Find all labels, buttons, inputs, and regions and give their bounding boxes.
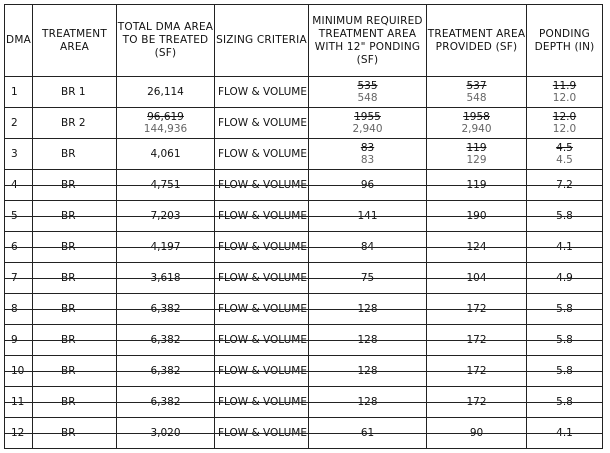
minimum-required-cell bbox=[309, 263, 427, 294]
total-area-cell bbox=[117, 325, 215, 356]
treatment-area-cell: BR bbox=[33, 201, 117, 232]
ponding-depth-cell bbox=[527, 387, 603, 418]
sizing-criteria-cell: FLOW & VOLUME bbox=[215, 418, 309, 449]
total-revised-value: 144,936 bbox=[143, 123, 188, 135]
area-provided-cell bbox=[427, 387, 527, 418]
treatment-area-cell: BR bbox=[33, 356, 117, 387]
ponding-depth-cell bbox=[527, 356, 603, 387]
header-area-provided: TREATMENT AREA PROVIDED (SF) bbox=[427, 5, 527, 77]
min-original-value: 128 bbox=[357, 396, 378, 408]
treatment-area-cell: BR bbox=[33, 232, 117, 263]
treatment-table bbox=[4, 4, 603, 449]
ponding-depth-cell bbox=[527, 201, 603, 232]
area-provided-cell bbox=[427, 232, 527, 263]
ponding-depth-cell bbox=[527, 170, 603, 201]
area-provided-cell bbox=[427, 77, 527, 108]
total-original-value: 6,382 bbox=[150, 334, 181, 346]
header-ponding-depth: PONDING DEPTH (IN) bbox=[527, 5, 603, 77]
min-original-value: 128 bbox=[357, 303, 378, 315]
minimum-required-cell bbox=[309, 387, 427, 418]
total-original-value: 26,114 bbox=[147, 86, 184, 98]
dma-cell: 8 bbox=[5, 294, 33, 325]
min-original-value: 75 bbox=[360, 272, 375, 284]
dma-cell: 11 bbox=[5, 387, 33, 418]
sizing-criteria-cell: FLOW & VOLUME bbox=[215, 201, 309, 232]
total-area-cell bbox=[117, 139, 215, 170]
depth-original-value: 12.0 bbox=[552, 111, 577, 123]
total-original-value: 6,382 bbox=[150, 365, 181, 377]
minimum-required-cell bbox=[309, 170, 427, 201]
ponding-depth-cell bbox=[527, 418, 603, 449]
dma-cell: 2 bbox=[5, 108, 33, 139]
table-body bbox=[5, 77, 603, 449]
provided-original-value: 1958 bbox=[463, 111, 490, 123]
header-treatment-area: TREATMENT AREA bbox=[33, 5, 117, 77]
sizing-criteria-cell: FLOW & VOLUME bbox=[215, 139, 309, 170]
area-provided-cell bbox=[427, 263, 527, 294]
treatment-area-cell: BR bbox=[33, 325, 117, 356]
sizing-criteria-cell: FLOW & VOLUME bbox=[215, 77, 309, 108]
table-row bbox=[5, 387, 603, 418]
depth-revised-value: 12.0 bbox=[552, 123, 577, 135]
sizing-criteria-cell: FLOW & VOLUME bbox=[215, 263, 309, 294]
minimum-required-cell bbox=[309, 108, 427, 139]
area-provided-cell bbox=[427, 325, 527, 356]
total-original-value: 6,382 bbox=[150, 303, 181, 315]
sizing-criteria-cell: FLOW & VOLUME bbox=[215, 170, 309, 201]
depth-original-value: 4.5 bbox=[556, 142, 573, 154]
total-original-value: 96,619 bbox=[147, 111, 184, 123]
ponding-depth-cell bbox=[527, 139, 603, 170]
total-area-cell bbox=[117, 387, 215, 418]
min-original-value: 84 bbox=[360, 241, 375, 253]
ponding-depth-cell bbox=[527, 232, 603, 263]
depth-original-value: 5.8 bbox=[556, 365, 573, 377]
dma-cell: 9 bbox=[5, 325, 33, 356]
treatment-area-cell: BR 2 bbox=[33, 108, 117, 139]
table-row bbox=[5, 201, 603, 232]
treatment-area-cell: BR bbox=[33, 418, 117, 449]
dma-cell: 7 bbox=[5, 263, 33, 294]
depth-original-value: 5.8 bbox=[556, 210, 573, 222]
dma-cell: 3 bbox=[5, 139, 33, 170]
sizing-criteria-cell: FLOW & VOLUME bbox=[215, 387, 309, 418]
total-original-value: 6,382 bbox=[150, 396, 181, 408]
min-original-value: 96 bbox=[360, 179, 375, 191]
provided-original-value: 119 bbox=[466, 142, 487, 154]
ponding-depth-cell bbox=[527, 77, 603, 108]
total-area-cell bbox=[117, 232, 215, 263]
treatment-area-cell: BR bbox=[33, 387, 117, 418]
total-original-value: 4,061 bbox=[150, 148, 181, 160]
table-row bbox=[5, 418, 603, 449]
total-original-value: 3,618 bbox=[150, 272, 181, 284]
table-row bbox=[5, 108, 603, 139]
provided-original-value: 190 bbox=[466, 210, 487, 222]
total-area-cell bbox=[117, 294, 215, 325]
minimum-required-cell bbox=[309, 294, 427, 325]
depth-original-value: 5.8 bbox=[556, 334, 573, 346]
min-original-value: 61 bbox=[360, 427, 375, 439]
provided-original-value: 172 bbox=[466, 303, 487, 315]
dma-cell: 5 bbox=[5, 201, 33, 232]
sizing-criteria-cell: FLOW & VOLUME bbox=[215, 108, 309, 139]
provided-revised-value: 129 bbox=[466, 154, 487, 166]
sizing-criteria-cell: FLOW & VOLUME bbox=[215, 356, 309, 387]
depth-revised-value: 4.5 bbox=[556, 154, 573, 166]
dma-cell: 4 bbox=[5, 170, 33, 201]
min-original-value: 141 bbox=[357, 210, 378, 222]
depth-original-value: 4.1 bbox=[556, 241, 573, 253]
min-original-value: 1955 bbox=[354, 111, 381, 123]
table-row bbox=[5, 263, 603, 294]
header-row bbox=[5, 5, 603, 77]
treatment-area-cell: BR 1 bbox=[33, 77, 117, 108]
minimum-required-cell bbox=[309, 201, 427, 232]
depth-original-value: 5.8 bbox=[556, 303, 573, 315]
header-dma: DMA bbox=[5, 5, 33, 77]
total-area-cell bbox=[117, 356, 215, 387]
total-area-cell bbox=[117, 108, 215, 139]
provided-original-value: 537 bbox=[466, 80, 487, 92]
area-provided-cell bbox=[427, 294, 527, 325]
sizing-criteria-cell: FLOW & VOLUME bbox=[215, 294, 309, 325]
total-area-cell bbox=[117, 201, 215, 232]
area-provided-cell bbox=[427, 170, 527, 201]
min-original-value: 83 bbox=[360, 142, 375, 154]
table-row bbox=[5, 139, 603, 170]
minimum-required-cell bbox=[309, 356, 427, 387]
table-row bbox=[5, 170, 603, 201]
header-total-dma-area: TOTAL DMA AREA TO BE TREATED (SF) bbox=[117, 5, 215, 77]
provided-original-value: 104 bbox=[466, 272, 487, 284]
min-revised-value: 83 bbox=[360, 154, 375, 166]
area-provided-cell bbox=[427, 356, 527, 387]
header-minimum-required: MINIMUM REQUIRED TREATMENT AREA WITH 12" PONDING (SF) bbox=[309, 5, 427, 77]
total-original-value: 4,751 bbox=[150, 179, 181, 191]
depth-original-value: 4.1 bbox=[556, 427, 573, 439]
area-provided-cell bbox=[427, 201, 527, 232]
treatment-area-cell: BR bbox=[33, 263, 117, 294]
total-area-cell bbox=[117, 170, 215, 201]
minimum-required-cell bbox=[309, 325, 427, 356]
ponding-depth-cell bbox=[527, 263, 603, 294]
table-row bbox=[5, 77, 603, 108]
depth-original-value: 7.2 bbox=[556, 179, 573, 191]
depth-original-value: 11.9 bbox=[552, 80, 577, 92]
treatment-area-cell: BR bbox=[33, 139, 117, 170]
area-provided-cell bbox=[427, 139, 527, 170]
min-revised-value: 548 bbox=[357, 92, 378, 104]
min-original-value: 128 bbox=[357, 365, 378, 377]
header-sizing-criteria: SIZING CRITERIA bbox=[215, 5, 309, 77]
minimum-required-cell bbox=[309, 139, 427, 170]
provided-revised-value: 548 bbox=[466, 92, 487, 104]
provided-original-value: 172 bbox=[466, 396, 487, 408]
table-row bbox=[5, 325, 603, 356]
min-original-value: 535 bbox=[357, 80, 378, 92]
total-original-value: 3,020 bbox=[150, 427, 181, 439]
depth-original-value: 5.8 bbox=[556, 396, 573, 408]
treatment-area-cell: BR bbox=[33, 170, 117, 201]
dma-cell: 10 bbox=[5, 356, 33, 387]
treatment-area-cell: BR bbox=[33, 294, 117, 325]
ponding-depth-cell bbox=[527, 108, 603, 139]
provided-original-value: 124 bbox=[466, 241, 487, 253]
area-provided-cell bbox=[427, 108, 527, 139]
dma-cell: 6 bbox=[5, 232, 33, 263]
table-row bbox=[5, 356, 603, 387]
area-provided-cell bbox=[427, 418, 527, 449]
provided-original-value: 172 bbox=[466, 334, 487, 346]
table-row bbox=[5, 294, 603, 325]
minimum-required-cell bbox=[309, 418, 427, 449]
sizing-criteria-cell: FLOW & VOLUME bbox=[215, 325, 309, 356]
provided-revised-value: 2,940 bbox=[461, 123, 492, 135]
dma-cell: 12 bbox=[5, 418, 33, 449]
minimum-required-cell bbox=[309, 77, 427, 108]
total-area-cell bbox=[117, 418, 215, 449]
total-area-cell bbox=[117, 263, 215, 294]
provided-original-value: 172 bbox=[466, 365, 487, 377]
table-row bbox=[5, 232, 603, 263]
min-revised-value: 2,940 bbox=[352, 123, 383, 135]
depth-original-value: 4.9 bbox=[556, 272, 573, 284]
min-original-value: 128 bbox=[357, 334, 378, 346]
minimum-required-cell bbox=[309, 232, 427, 263]
provided-original-value: 119 bbox=[466, 179, 487, 191]
ponding-depth-cell bbox=[527, 294, 603, 325]
dma-cell: 1 bbox=[5, 77, 33, 108]
ponding-depth-cell bbox=[527, 325, 603, 356]
total-area-cell bbox=[117, 77, 215, 108]
total-original-value: 4,197 bbox=[150, 241, 181, 253]
depth-revised-value: 12.0 bbox=[552, 92, 577, 104]
provided-original-value: 90 bbox=[469, 427, 484, 439]
total-original-value: 7,203 bbox=[150, 210, 181, 222]
sizing-criteria-cell: FLOW & VOLUME bbox=[215, 232, 309, 263]
